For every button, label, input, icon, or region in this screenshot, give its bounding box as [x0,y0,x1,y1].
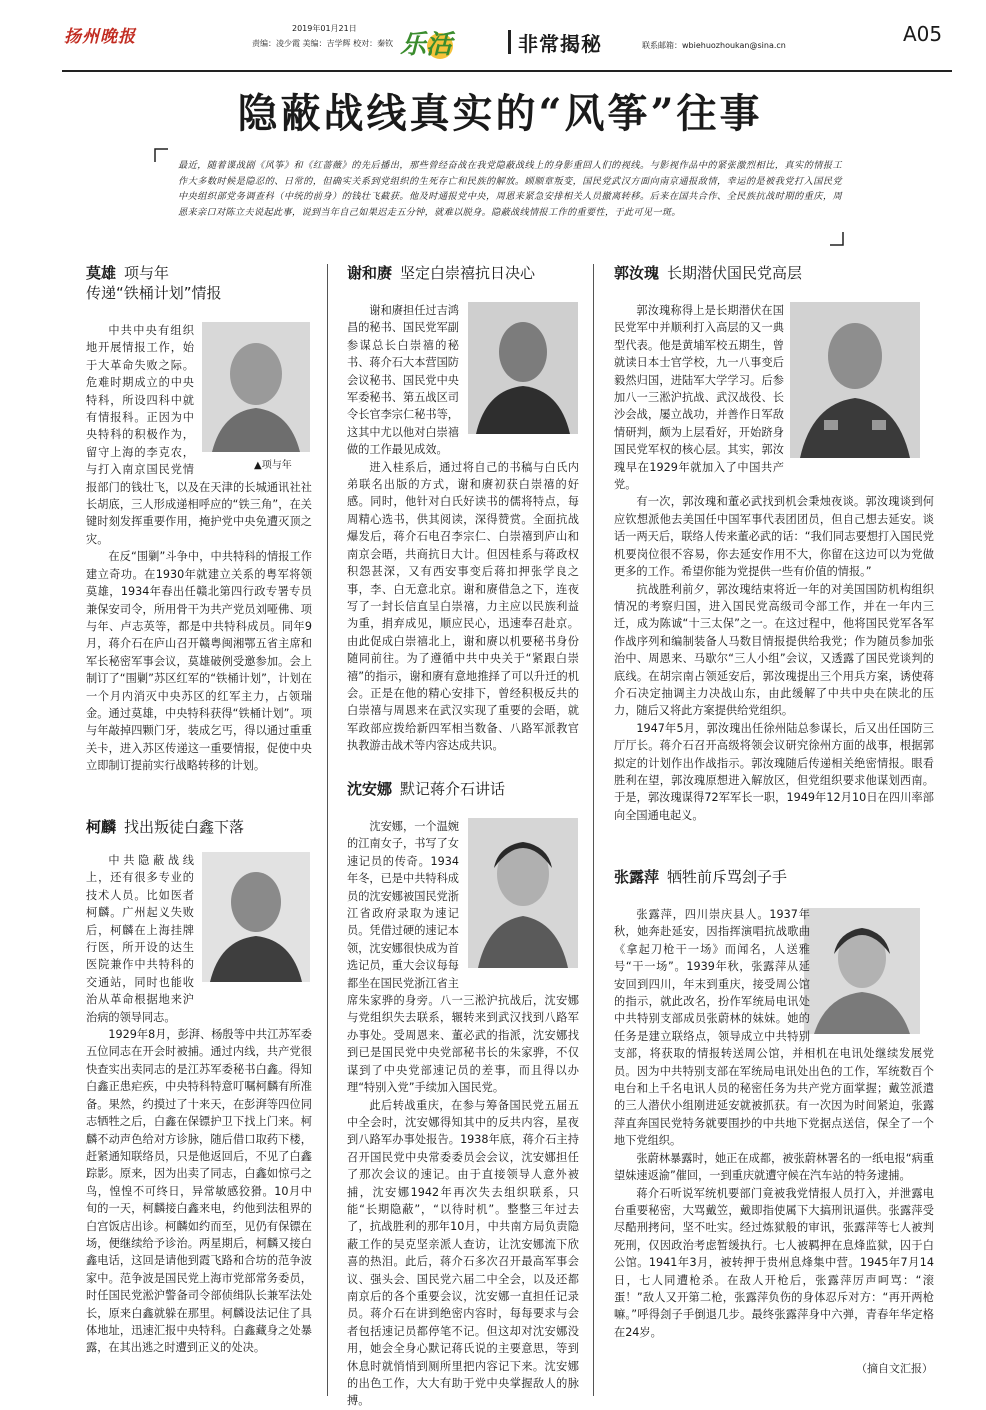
column-rule-2 [593,264,594,1396]
paragraph: 中共隐蔽战线上，还有很多专业的技术人员。比如医者柯麟。广州起义失败后，柯麟在上海挂牌行医，所开设的达生医院兼作中共特科的交通站，同时也能收治从革命根据地来沪治病的领导同志。 [86,854,194,1024]
column-rule-1 [327,264,328,1396]
article-title-xie [347,262,535,283]
article-title-kelin [86,816,244,837]
paragraph: 在反“围剿”斗争中，中共特科的情报工作建立奇功。在1930年就建立关系的粤军将领莫雄，1934年春出任赣北第四行政专署专员兼保安司令，所用骨干为共产党员刘哑佛、项与年、卢志英等，都是中共特科成员。同年9月，蒋介石在庐山召开赣粤闽湘鄂五省主席和军长秘密军事会议，莫雄破例受邀参加。会上制订了“围剿”苏区红军的“铁桶计划”，计划在一个月内消灭中央苏区的红军主力，占领瑞金。通过莫雄，中央特科获得“铁桶计划”。项与年敲掉四颗门牙，装成乞丐，得以通过重重关卡，进入苏区传递这一重要情报，促使中央立即制订提前实行战略转移的计划。 [86,550,312,773]
paragraph: 谢和赓担任过吉鸿昌的秘书、国民党军副参谋总长白崇禧的秘书、蒋介石大本营国防会议秘书、国民党中央军委秘书、第五战区司令长官李宗仁秘书等，这其中尤以他对白崇禧做的工作最见成效。 [347,304,459,457]
paragraph: 郭汝瑰称得上是长期潜伏在国民党军中并顺利打入高层的又一典型代表。他是黄埔军校五期生，曾就读日本士官学校，九一八事变后毅然归国，进陆军大学学习。后参加八一三淞沪抗战、武汉战役、长沙会战，屡立战功，并善作日军敌情研判，颇为上层看好，开始跻身国民党军权的核心层。其实，郭汝瑰早在1929年就加入了中国共产党。 [614,304,784,492]
source-credit: （摘自文汇报） [856,1362,933,1375]
paragraph: 蒋介石听说军统机要部门竟被我党情报人员打入，并泄露电台重要秘密，大骂戴笠，戴即指使属下大搞刑讯逼供。张露萍受尽酷刑拷问，坚不吐实。经过炼狱般的审讯，张露萍等七人被判死刑，仅因政治考虑暂缓执行。七人被羁押在息烽监狱，囚于白公馆。1941年3月，被转押于贵州息烽集中营。1945年7月14日，七人同遭枪杀。在敌人开枪后，张露萍厉声呵骂：“滚蛋！”敌人又开第二枪，张露萍负伤的身体忍斥对方：“再开两枪嘛。”呼得刽子手倒退几步。最终张露萍身中六弹，青春年华定格在24岁。 [614,1186,934,1339]
article-name: 谢和赓 [347,264,393,282]
article-name: 莫雄 [86,264,117,282]
contact-email: 联系邮箱：wbiehuozhoukan@sina.cn [642,41,786,50]
header-rule [62,70,952,72]
newspaper-masthead: 扬州晚报 [64,27,136,47]
article-name: 沈安娜 [347,780,393,798]
article-headline: 长期潜伏国民党高层 [667,264,803,282]
article-headline: 项与年 [124,264,170,282]
paragraph: 进入桂系后，通过将自己的书稿与白氏内弟联名出版的方式，谢和赓初获白崇禧的好感。同时，他针对白氏好读书的儒将特点，每周精心选书，供其阅读，深得赞赏。全面抗战爆发后，蒋介石电召李宗仁、白崇禧到庐山和南京会晤，共商抗日大计。但因桂系与蒋政权积怨甚深，又有西安事变后蒋扣押张学良之事，李、白无意北京。谢和赓借急之下，连夜写了一封长信直呈白崇禧，力主应以民族利益为重，捐弃成见，顺应民心，迅速奉召赴京。由此促成白崇禧北上，谢和赓以机要秘书身份随同前往。为了遵循中共中央关于“紧跟白崇禧”的指示，谢和赓有意地推择了可以升迁的机会。正是在他的精心安排下，曾经积极反共的白崇禧与周恩来在武汉实现了重要的会晤，就军政部应拨给新四军相当数备、八路军派教官执教游击战术等内容达成共识。 [347,460,579,753]
article-body-xie [347,302,579,753]
paragraph: 中共中央有组织地开展情报工作，始于大革命失败之际。危难时期成立的中央特科，所设四科中就有情报科。正因为中央特科的积极作为，留守上海的李克农，与打入南京国民党情报部门的钱壮飞，以及在天津的长城通讯社社长胡底，三人形成递相呼应的“铁三角”，在关键时刻发挥重要作用，掩护党中央免遭灭顶之灾。 [86,324,312,546]
section-title: 非常揭秘 [518,32,602,56]
article-title-zhang [614,866,787,887]
article-title-shen [347,778,505,799]
article-name: 柯麟 [86,818,117,836]
column-logo-text: 乐活 [400,30,453,60]
article-subhead: 传递“铁桶计划”情报 [86,284,222,302]
article-title-moying [86,262,169,283]
paragraph: 1947年5月，郭汝瑰出任徐州陆总参谋长，后又出任国防三厅厅长。蒋介石召开高级将领会议研究徐州方面的战事，根据郭拟定的计划作出作战指示。郭汝瑰随后传递相关绝密情报。眼看胜利在望，郭汝瑰原想进入解放区，但党组织要求他谋划西南。于是，郭汝瑰谋得72军军长一职，1949年12月10日在四川率部向全国通电起义。 [614,721,934,822]
article-headline: 坚定白崇禧抗日决心 [400,264,536,282]
paragraph: 张露萍，四川崇庆县人。1937年秋，她奔赴延安，因指挥演唱抗战歌曲《拿起刀枪干一场》而闻名，人送雅号“干一场”。1939年秋，张露萍从延安回到四川，年末到重庆，接受周公馆的指示，就此改名，扮作军统局电讯处中共特别支部成员张蔚林的妹妹。她的任务是建立联络点，领导成立中共特别支部，将获取的情报转送周公馆，并相机在电讯处继续发展党员。因为中共特别支部在军统局电讯处出色的工作，军统数百个电台和上千名电讯人员的秘密任务为共产党方面掌握；戴笠派遣的三人潜伏小组刚进延安就被抓获。有一次因为时间紧迫，张露萍直奔国民党特务就要围抄的中共地下党据点送信，保全了一个地下党组织。 [614,908,934,1148]
page-number: A05 [903,22,943,46]
paragraph: 沈安娜，一个温婉的江南女子，书写了女速记员的传奇。1934年冬，已是中共特科成员的沈安娜被国民党浙江省政府录取为速记员。凭借过硬的速记本领，沈安娜很快成为首选记员，重大会议每每都坐在国民党浙江省主席朱家骅的身旁。八一三淞沪抗战后，沈安娜与党组织失去联系，辗转来到武汉找到八路军办事处。受周恩来、董必武的指派，沈安娜找到已是国民党中央党部秘书长的朱家骅，不仅谋到了中央党部速记员的差事，而且得以办理“特别入党”手续加入国民党。 [347,820,579,1095]
paragraph: 1929年8月，彭湃、杨殷等中共江苏军委五位同志在开会时被捕。通过内线，共产党很快查实出卖同志的是江苏军委秘书白鑫。得知白鑫正患疟疾，中央特科特意叮嘱柯麟有所准备。果然，约摸过了十来天，在彭湃等四位同志牺牲之后，白鑫在保镖护卫下找上门来。柯麟不动声色给对方诊脉，随后借口取药下楼，赶紧通知联络员，只是他返回后，不见了白鑫踪影。原来，因为出卖了同志，白鑫如惊弓之鸟，惶惶不可终日，异常敏感狡猾。10月中旬的一天，柯麟接白鑫来电，约他到法租界的白宫饭店出诊。柯麟如约而至，见仍有保镖在场，便继续给予诊治。两星期后，柯麟又接白鑫电话，这回是请他到霞飞路和合坊的范争波家中。范争波是国民党上海市党部常务委员，时任国民党淞沪警备司令部侦缉队长兼军法处长，原来白鑫就躲在那里。柯麟设法记住了具体地址，迅速汇报中央特科。白鑫藏身之处暴露，在其出逃之时遭到正义的处决。 [86,1028,312,1355]
page-headline: 隐蔽战线真实的“风筝”往事 [237,90,763,137]
article-headline: 找出叛徒白鑫下落 [124,818,245,836]
paragraph: 抗战胜利前夕，郭汝瑰结束将近一年的对美国国防机构组织情况的考察归国，进入国民党高级司令部工作，并在一年内三迁，成为陈诚“十三太保”之一。在这过程中，他将国民党军各军作战序列和编制装备人马数目情报提供给我党；作为随员参加张治中、周恩来、马歇尔“三人小组”会议，又透露了国民党谈判的底线。在胡宗南占领延安后，郭汝瑰提出三个用兵方案，诱使蒋介石决定抽调主力决战山东，由此缓解了中共中央在陕北的压力，随后又将此方案提供给党组织。 [614,582,934,718]
intro-paragraph: 最近，随着谍战剧《风筝》和《红蔷薇》的先后播出，那些曾经奋战在我党隐蔽战线上的身影重回人们的视线。与影视作品中的紧张激烈相比，真实的情报工作大多数时候是隐忍的、日常的，但确实关系到党组织的生死存亡和民族的解放。顾顺章叛变，国民党武汉方面向南京通报敌情，幸运的是被我党打入国民党中央组织部党务调查科（中统的前身）的钱壮飞截获。他及时通报党中央，周恩来紧急安排相关人员撤离转移。后来在国共合作、全民族抗战时期的重庆，周恩来亲口对陈立夫说起此事，说到当年自己如果迟走五分钟，就难以脱身。隐蔽战线情报工作的重要性，于此可见一斑。 [178,160,842,218]
photo-caption: ▲项与年 [254,460,292,471]
paragraph: 张蔚林暴露时，她正在成都，被张蔚林署名的一纸电报“病重望妹速返渝”催回，一到重庆就遭守候在汽车站的特务逮捕。 [614,1151,934,1183]
article-body-shen [347,818,579,1408]
issue-date: 2019年01月21日 [292,24,357,33]
staff-credits: 责编：凌少霞 美编：吉学辉 校对：秦钦 [252,39,394,48]
article-body-moying [86,322,312,776]
paragraph: 有一次，郭汝瑰和董必武找到机会秉烛夜谈。郭汝瑰谈到何应钦想派他去美国任中国军事代表团团员，但自己想去延安。谈话一两天后，联络人传来董必武的话：“我们同志要想打入国民党机要岗位很不容易，你去延安作用不大，你留在这边可以为党做更多的工作。希望你能为党提供一些有价值的情报。” [614,495,934,579]
paragraph: 此后转战重庆，在参与筹备国民党五届五中全会时，沈安娜得知其中的反共内容，星夜到八路军办事处报告。1938年底，蒋介石主持召开国民党中央常委委员会会议，沈安娜担任了那次会议的速记。由于直接领导人意外被捕，沈安娜1942年再次失去组织联系，只能“长期隐蔽”，“以待时机”。整整三年过去了，抗战胜利的那年10月，中共南方局负责隐蔽工作的吴克坚亲派人查访，让沈安娜流下欣喜的热泪。此后，蒋介石多次召开最高军事会议、强头会、国民党六届二中全会，以及还都南京后的各个重要会议，沈安娜一直担任记录员。蒋介石在讲到绝密内容时，每每要求与会者包括速记员都停笔不记。但这却对沈安娜没用，她会全身心默记蒋氏说的主要意思，等到休息时就悄悄到厕所里把内容记下来。沈安娜的出色工作，大大有助于党中央掌握敌人的脉搏。 [347,1098,579,1408]
article-headline: 默记蒋介石讲话 [400,780,506,798]
article-name: 张露萍 [614,868,660,886]
column-logo [392,22,488,62]
section-divider [508,30,511,54]
article-body-guo [614,302,934,822]
article-headline: 牺牲前斥骂刽子手 [667,868,788,886]
article-title-guo [614,262,802,283]
article-body-kelin [86,852,312,1380]
article-name: 郭汝瑰 [614,264,660,282]
article-body-zhang [614,906,934,1354]
